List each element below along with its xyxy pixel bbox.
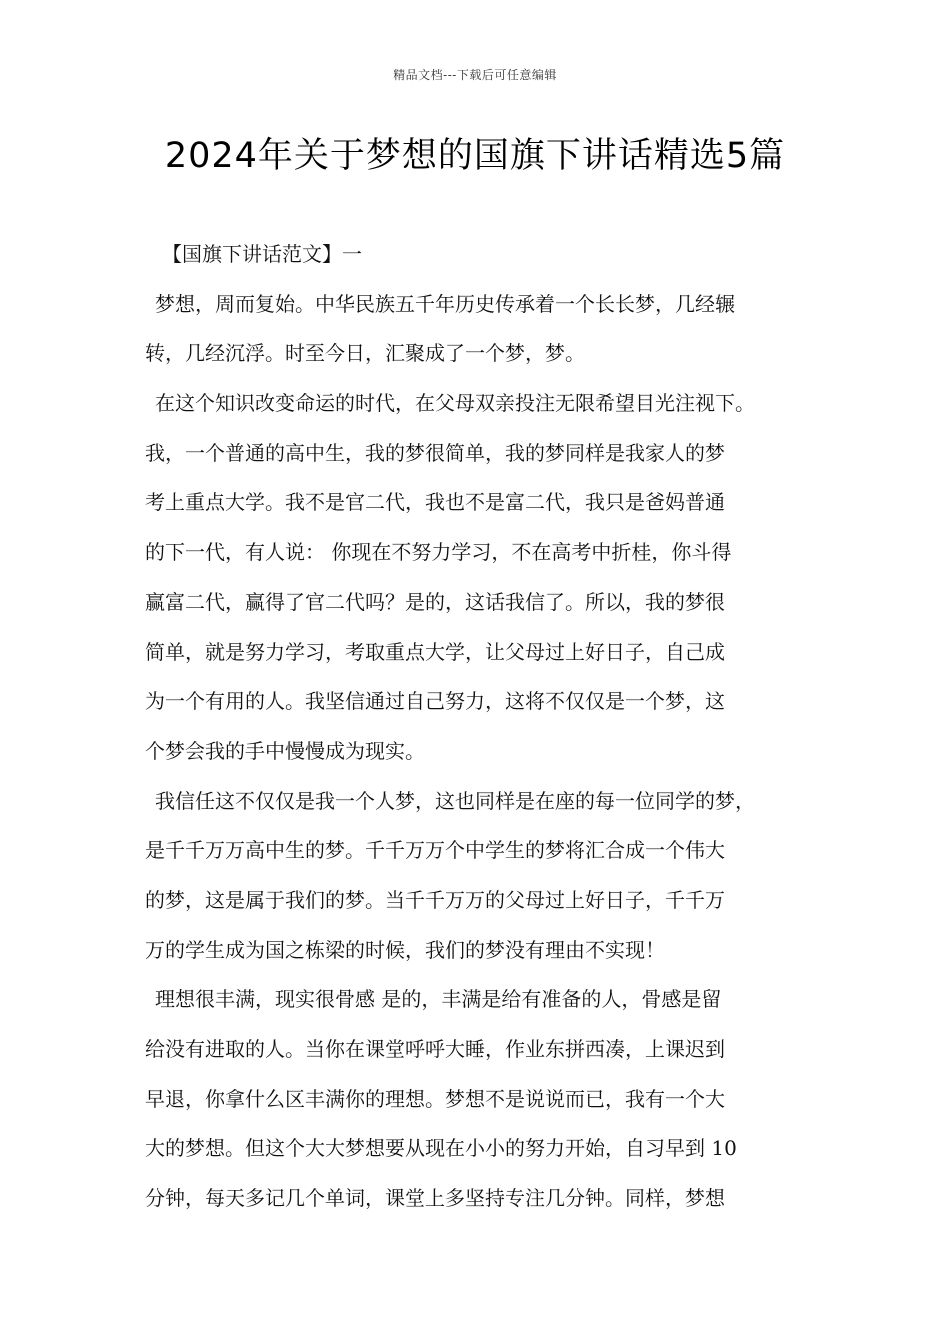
page-header: 精品文档---下载后可任意编辑 — [393, 68, 557, 82]
paragraph-line: 给没有进取的人。当你在课堂呼呼大睡，作业东拼西凑，上课迟到 — [145, 1037, 725, 1061]
paragraph-line: 大的梦想。但这个大大梦想要从现在小小的努力开始，自习早到 10 — [145, 1136, 737, 1161]
document-title: 2024年关于梦想的国旗下讲话精选5篇 — [164, 136, 786, 176]
paragraph-line: 赢富二代，赢得了官二代吗？是的，这话我信了。所以，我的梦很 — [145, 589, 725, 614]
paragraph-line: 我，一个普通的高中生，我的梦很简单，我的梦同样是我家人的梦 — [145, 440, 725, 465]
paragraph-line: 的梦，这是属于我们的梦。当千千万万的父母过上好日子，千千万 — [145, 887, 725, 912]
paragraph-line: 转，几经沉浮。时至今日，汇聚成了一个梦，梦。 — [145, 341, 585, 366]
paragraph-line: 考上重点大学。我不是官二代，我也不是富二代，我只是爸妈普通 — [145, 490, 725, 515]
section-heading: 【国旗下讲话范文】一 — [162, 242, 362, 266]
paragraph-line: 在这个知识改变命运的时代，在父母双亲投注无限希望目光注视下。 — [155, 391, 755, 416]
paragraph-line: 简单，就是努力学习，考取重点大学，让父母过上好日子，自己成 — [145, 639, 725, 664]
paragraph-line: 我信任这不仅仅是我一个人梦，这也同样是在座的每一位同学的梦， — [155, 788, 755, 813]
paragraph-line: 分钟，每天多记几个单词，课堂上多坚持专注几分钟。同样，梦想 — [145, 1186, 725, 1211]
paragraph-line: 万的学生成为国之栋梁的时候，我们的梦没有理由不实现！ — [145, 937, 665, 962]
paragraph-line: 早退，你拿什么区丰满你的理想。梦想不是说说而已，我有一个大 — [145, 1086, 725, 1111]
paragraph-line: 个梦会我的手中慢慢成为现实。 — [145, 738, 425, 763]
paragraph-line: 为一个有用的人。我坚信通过自己努力，这将不仅仅是一个梦，这 — [145, 689, 725, 714]
paragraph-line: 是千千万万高中生的梦。千千万万个中学生的梦将汇合成一个伟大 — [145, 838, 725, 863]
document-body — [145, 230, 815, 1224]
paragraph-line: 理想很丰满，现实很骨感 是的，丰满是给有准备的人，骨感是留 — [155, 987, 722, 1012]
paragraph-line: 梦想，周而复始。中华民族五千年历史传承着一个长长梦，几经辗 — [155, 291, 735, 316]
paragraph-line: 的下一代，有人说： 你现在不努力学习，不在高考中折桂，你斗得 — [145, 540, 732, 565]
